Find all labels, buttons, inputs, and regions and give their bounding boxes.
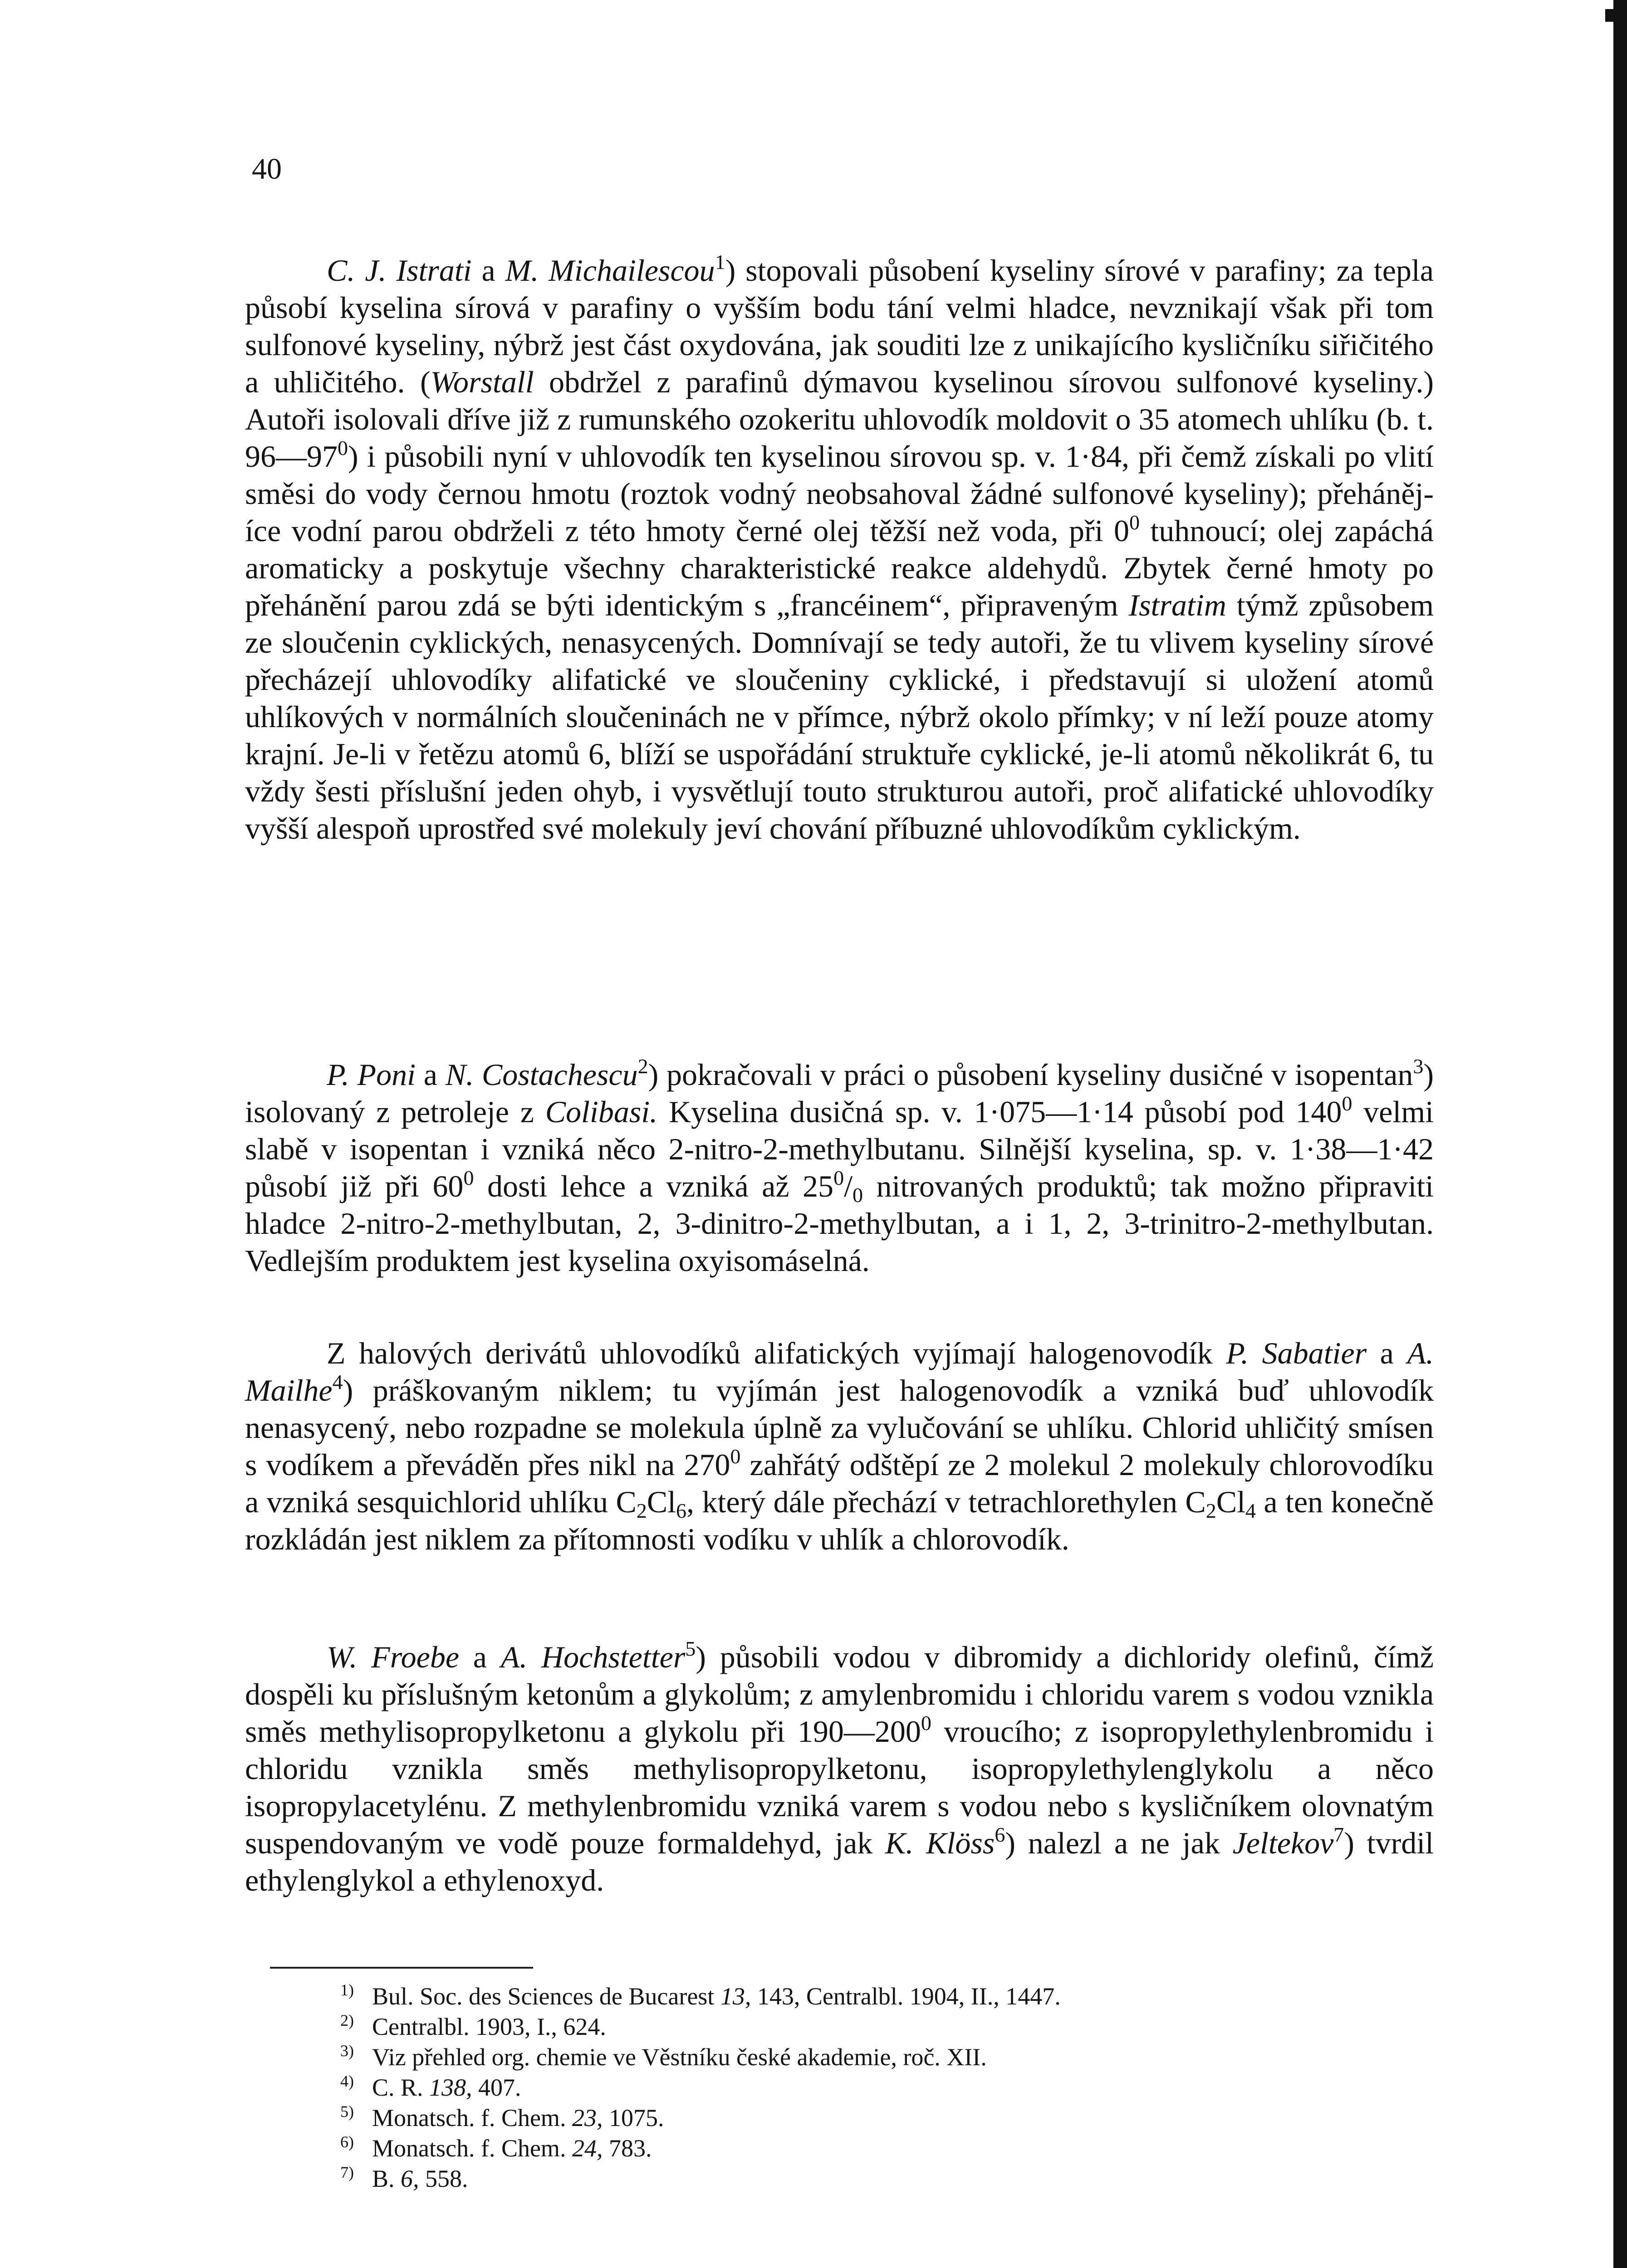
- italic-text: Worstall: [430, 365, 534, 399]
- text-run: a: [415, 1057, 446, 1092]
- scan-edge: [1613, 0, 1627, 2268]
- text-run: Centralbl. 1903, I., 624.: [372, 2013, 606, 2040]
- text-run: a: [471, 253, 505, 288]
- text-run: a ten konečně rozkládán jest niklem za přítomnosti vodíku v uhlík a chlorovodík.: [245, 1485, 1434, 1556]
- text-run: Monatsch. f. Chem.: [372, 2104, 572, 2131]
- text-run: Viz přehled org. chemie ve Věstníku české akademie, roč. XII.: [372, 2043, 987, 2071]
- superscript: 0: [833, 1166, 844, 1189]
- text-run: 407.: [472, 2074, 521, 2101]
- scan-edge-notch: [1605, 9, 1613, 22]
- text-run: Bul. Soc. des Sciences de Bucarest: [372, 1983, 720, 2010]
- subscript: 0: [852, 1183, 863, 1207]
- footnote-mark: 2): [340, 2011, 354, 2029]
- footnote: [340, 2012, 1384, 2042]
- superscript: 0: [463, 1166, 474, 1189]
- subscript: 6: [676, 1499, 687, 1522]
- text-run: , který dále přechází v tetrachlorethylen C: [686, 1485, 1206, 1519]
- text-run: ) isolovaný z petroleje z: [245, 1057, 1434, 1129]
- text-run: 558.: [419, 2165, 468, 2192]
- italic-text: N. Costachescu: [445, 1057, 638, 1092]
- footnote-text: [372, 2012, 606, 2042]
- footnote: [340, 2042, 1384, 2072]
- footnote-mark: 6): [340, 2133, 354, 2151]
- footnote-mark: 5): [340, 2102, 354, 2121]
- italic-text: A. Mailhe: [245, 1336, 1434, 1408]
- italic-text: C. J. Istrati: [327, 253, 472, 288]
- text-run: 783.: [603, 2135, 652, 2162]
- superscript: 4: [332, 1370, 343, 1393]
- paragraph-text: [245, 252, 1434, 847]
- italic-text: 13,: [720, 1983, 751, 2010]
- italic-text: A. Hochstetter: [500, 1640, 686, 1674]
- italic-text: Istratim: [1128, 588, 1226, 622]
- italic-text: K. Klöss: [885, 1826, 995, 1860]
- footnote-text: [372, 1981, 1061, 2012]
- footnote: [340, 2164, 1384, 2194]
- footnote-mark: 1): [340, 1981, 354, 1999]
- paragraph-poni: [245, 1056, 1434, 1279]
- footnote-mark: 3): [340, 2042, 354, 2060]
- text-run: ) i působili nyní v uhlovodík ten kyselinou sírovou sp. v. 1·84, při čemž získali po vlití směsi do vody černou hmotu (roztok vodný neobsahoval žádné sulfonové kyseliny); přehánějíce vodní parou obdrželi z této hmoty černé olej těžší než voda, při 0: [245, 439, 1434, 548]
- text-run: týmž způsobem ze sloučenin cyklických, nenasycených. Domnívají se tedy autoři, že tu vlivem kyseliny sírové přecházejí uhlovodíky alifatické ve sloučeniny cyklické, i představují si uložení atomů uhlíkových v normálních sloučeninách ne v přímce, nýbrž okolo přímky; v ní leží pouze atomy krajní. Je-li v řetězu atomů 6, blíží se uspořádání struktuře cyklické, je-li atomů několikrát 6, tu vždy šesti příslušní jeden ohyb, i vysvětlují touto strukturou autoři, proč alifatické uhlovodíky vyšší alespoň uprostřed své molekuly jeví chování příbuzné uhlovodíkům cyklickým.: [245, 588, 1434, 846]
- italic-text: P. Poni: [327, 1057, 416, 1092]
- paragraph-text: [245, 1056, 1434, 1279]
- superscript: 2: [637, 1055, 648, 1078]
- superscript: 6: [995, 1823, 1005, 1846]
- subscript: 2: [1206, 1499, 1216, 1522]
- footnote-text: [372, 2103, 664, 2133]
- italic-text: 24,: [572, 2135, 603, 2162]
- superscript: 3: [1413, 1055, 1424, 1078]
- superscript: 7: [1333, 1823, 1344, 1846]
- italic-text: W. Froebe: [327, 1640, 460, 1674]
- paragraph-sabatier: [245, 1334, 1434, 1558]
- subscript: 4: [1245, 1499, 1256, 1522]
- superscript: 1: [715, 250, 725, 274]
- text-run: Z halových derivátů uhlovodíků alifatických vyjímají halogenovodík: [327, 1336, 1226, 1370]
- footnote-text: [372, 2072, 521, 2103]
- text-run: ) pokračovali v práci o působení kyseliny dusičné v isopentan: [648, 1057, 1413, 1092]
- footnotes: [340, 1981, 1384, 2194]
- subscript: 2: [636, 1499, 647, 1522]
- text-run: 143, Centralbl. 1904, II., 1447.: [751, 1983, 1061, 2010]
- paragraph-istrati: [245, 252, 1434, 847]
- text-run: vroucího; z isopropylethylenbromidu i chloridu vznikla směs methylisopropylketonu, isopropylethylenglykolu a něco isopropylacetylénu. Z methylenbromidu vzniká varem s vodou nebo s kysličníkem olovnatým suspendovaným ve vodě pouze formaldehyd, jak: [245, 1714, 1434, 1860]
- superscript: 5: [685, 1637, 696, 1660]
- text-run: ) působili vodou v dibromidy a dichloridy olefinů, čímž dospěli ku příslušným ketonům a glykolům; z amylenbromidu i chloridu varem s vodou vznikla směs methylisopropylketonu a glykolu při 190—200: [245, 1640, 1434, 1749]
- superscript: 0: [338, 436, 348, 459]
- italic-text: Colibasi.: [545, 1095, 658, 1129]
- text-run: Kyselina dusičná sp. v. 1·075—1·14 působí pod 140: [657, 1095, 1342, 1129]
- superscript: 0: [921, 1711, 931, 1735]
- text-run: a: [459, 1640, 501, 1674]
- text-run: velmi slabě v isopentan i vzniká něco 2-nitro-2-methylbutanu. Silnější kyselina, sp. v. 1·38—1·42 působí již při 60: [245, 1095, 1434, 1203]
- text-run: dosti lehce a vzniká až 25: [474, 1169, 834, 1203]
- italic-text: 6,: [401, 2165, 419, 2192]
- superscript: 0: [730, 1445, 741, 1468]
- footnote-text: [372, 2042, 987, 2072]
- text-run: ) stopovali působení kyseliny sírové v parafiny; za tepla působí kyselina sírová v parafiny o vyšším bodu tání velmi hladce, nevznikají však při tom sulfonové kyseliny, nýbrž jest část oxydována, jak souditi lze z unikajícího kysličníku siřičitého a uhličitého. (: [245, 253, 1434, 399]
- footnote-divider: [270, 1967, 533, 1969]
- footnote: [340, 2103, 1384, 2133]
- text-run: 1075.: [603, 2104, 664, 2131]
- text-run: Cl: [1216, 1485, 1245, 1519]
- superscript: 0: [1342, 1092, 1353, 1115]
- paragraph-text: [245, 1638, 1434, 1899]
- text-run: /: [844, 1169, 853, 1203]
- text-run: Monatsch. f. Chem.: [372, 2135, 572, 2162]
- footnote-text: [372, 2133, 652, 2164]
- text-run: ) tvrdil ethylenglykol a ethylenoxyd.: [245, 1826, 1434, 1897]
- text-run: C. R.: [372, 2074, 430, 2101]
- italic-text: M. Michailescou: [505, 253, 715, 288]
- superscript: 0: [1129, 511, 1140, 534]
- paragraph-froebe: [245, 1638, 1434, 1899]
- text-run: a: [1367, 1336, 1407, 1370]
- footnote: [340, 2072, 1384, 2103]
- text-run: tuhnoucí; olej zapáchá aromaticky a poskytuje všechny charakteristické reakce aldehydů. Zbytek černé hmoty po přehánění parou zdá se býti identickým s „francéinem“, připraveným: [245, 513, 1434, 622]
- italic-text: P. Sabatier: [1226, 1336, 1367, 1370]
- footnote-text: [372, 2164, 468, 2194]
- paragraph-text: [245, 1334, 1434, 1558]
- text-run: Cl: [647, 1485, 676, 1519]
- text-run: B.: [372, 2165, 401, 2192]
- italic-text: Jeltekov: [1232, 1826, 1334, 1860]
- text-run: nitrovaných produktů; tak možno připraviti hladce 2-nitro-2-methylbutan, 2, 3-dinitro-2-methylbutan, a i 1, 2, 3-trinitro-2-methylbutan. Vedlejším produktem jest kyselina oxyisomáselná.: [245, 1169, 1434, 1278]
- footnote-mark: 4): [340, 2072, 354, 2090]
- footnote: [340, 2133, 1384, 2164]
- text-run: zahřátý odštěpí ze 2 molekul 2 molekuly chlorovodíku a vzniká sesquichlorid uhlíku C: [245, 1447, 1434, 1519]
- text-run: obdržel z parafinů dýmavou kyselinou sírovou sulfonové kyseliny.) Autoři isolovali dříve již z rumunského ozokeritu uhlovodík moldovit o 35 atomech uhlíku (b. t. 96—97: [245, 365, 1434, 474]
- italic-text: 138,: [429, 2074, 472, 2101]
- footnote: [340, 1981, 1384, 2012]
- italic-text: 23,: [572, 2104, 603, 2131]
- text-run: ) práškovaným niklem; tu vyjímán jest halogenovodík a vzniká buď uhlovodík nenasycený, nebo rozpadne se molekula úplně za vylučování se uhlíku. Chlorid uhličitý smísen s vodíkem a převáděn přes nikl na 270: [245, 1373, 1434, 1482]
- text-run: ) nalezl a ne jak: [1005, 1826, 1233, 1860]
- footnote-mark: 7): [340, 2163, 354, 2181]
- page-number: 40: [252, 152, 282, 186]
